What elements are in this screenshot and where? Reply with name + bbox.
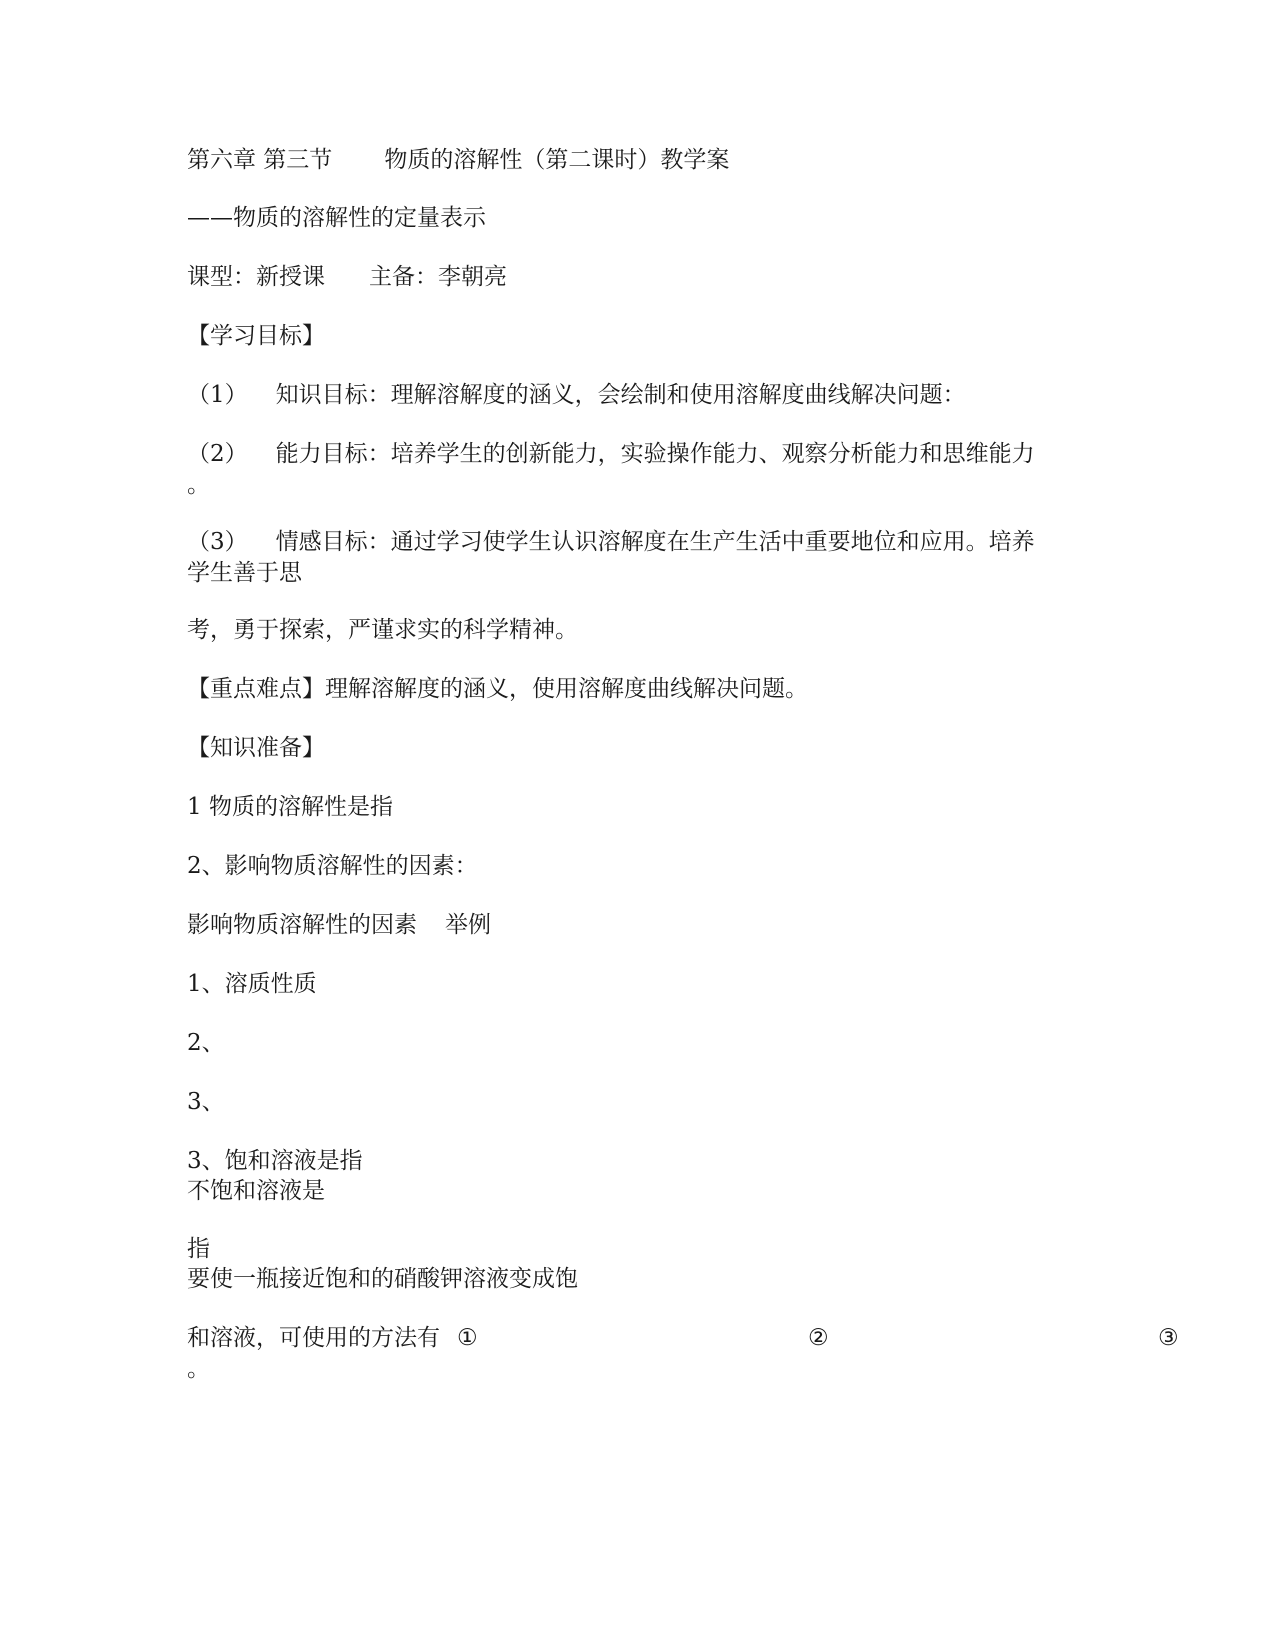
lesson-info: [187, 262, 507, 292]
header-example: 举例: [445, 912, 491, 938]
title-topic: 物质的溶解性（第二课时）教学案: [384, 147, 730, 173]
header-factor: 影响物质溶解性的因素: [187, 912, 417, 938]
blank-marker-2: ②: [808, 1325, 829, 1351]
question-1: 1 物质的溶解性是指: [187, 794, 393, 820]
unsaturated-def: 不饱和溶液是: [187, 1178, 325, 1204]
objective-num: （1）: [187, 382, 248, 408]
lesson-type: 课型：新授课: [187, 264, 325, 290]
unsaturated-def-cont: 指: [187, 1236, 210, 1262]
objective-text: 能力目标：培养学生的创新能力，实验操作能力、观察分析能力和思维能力: [275, 441, 1035, 467]
objective-num: （3）: [187, 529, 248, 555]
objective-text: 情感目标：通过学习使学生认识溶解度在生产生活中重要地位和应用。培养: [275, 529, 1035, 555]
preparer: 主备：李朝亮: [369, 264, 507, 290]
objective-text: 知识目标：理解溶解度的涵义，会绘制和使用溶解度曲线解决问题：: [275, 382, 966, 408]
factor-3: 3、: [187, 1089, 225, 1115]
objective-3: [187, 527, 1035, 557]
factor-2: 2、: [187, 1030, 225, 1056]
objective-2-tail: 。: [187, 472, 210, 498]
objective-2: [187, 439, 1035, 469]
blank-marker-1: ①: [457, 1325, 478, 1351]
question-3: 3、饱和溶液是指: [187, 1148, 363, 1174]
prep-heading: 【知识准备】: [187, 735, 325, 761]
objectives-heading: 【学习目标】: [187, 323, 325, 349]
title-chapter: 第六章 第三节: [187, 147, 333, 173]
doc-title: [187, 145, 729, 175]
question-2: 2、影响物质溶解性的因素：: [187, 853, 478, 879]
objective-num: （2）: [187, 441, 248, 467]
objective-1: [187, 380, 966, 410]
doc-subtitle: ——物质的溶解性的定量表示: [187, 205, 486, 231]
convert-text: 要使一瓶接近饱和的硝酸钾溶液变成饱: [187, 1266, 578, 1292]
key-points: 【重点难点】理解溶解度的涵义，使用溶解度曲线解决问题。: [187, 676, 808, 702]
factor-1: 1、溶质性质: [187, 971, 317, 997]
methods-end: 。: [187, 1356, 210, 1382]
objective-3-cont: 学生善于思: [187, 560, 302, 586]
objective-3-cont2: 考，勇于探索，严谨求实的科学精神。: [187, 617, 578, 643]
methods-text: 和溶液，可使用的方法有: [187, 1325, 440, 1351]
factor-table-header: [187, 910, 491, 940]
blank-marker-3: ③: [1158, 1325, 1179, 1351]
